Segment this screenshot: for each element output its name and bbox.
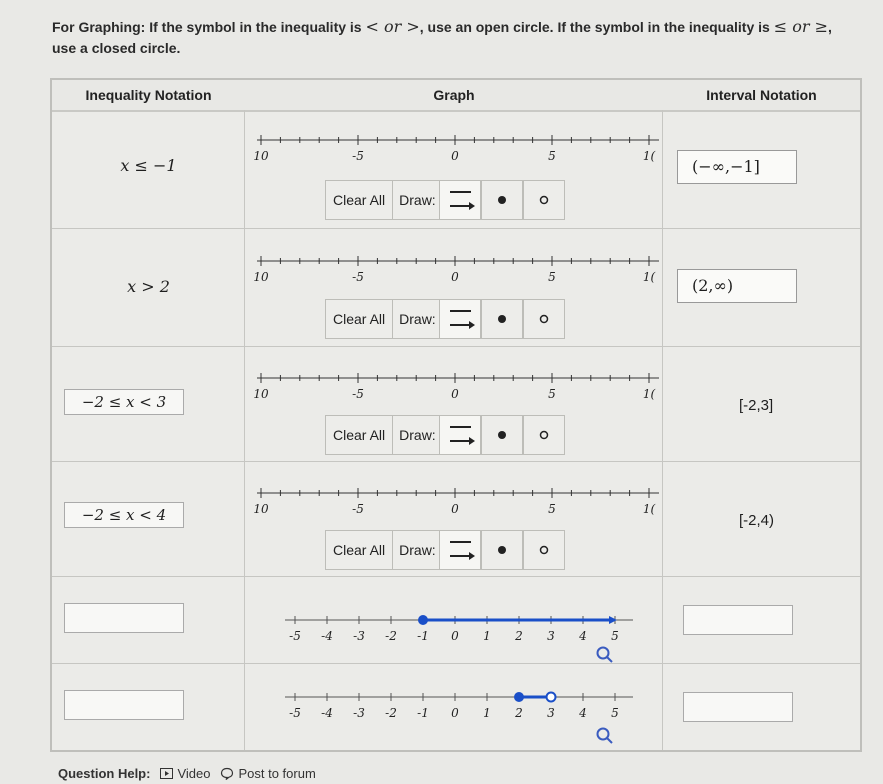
tick-label: -2 — [385, 706, 397, 720]
open-dot[interactable] — [547, 693, 556, 702]
tick-label: -5 — [352, 502, 364, 516]
closed-dot-icon — [482, 416, 522, 454]
interval-input[interactable] — [683, 605, 793, 635]
table-row — [52, 110, 860, 229]
ray-tool-button[interactable] — [439, 415, 481, 455]
tick-label: -4 — [321, 629, 333, 643]
clear-all-button[interactable]: Clear All — [325, 180, 393, 220]
tick-label: 5 — [548, 387, 556, 401]
closed-dot-tool-button[interactable] — [481, 180, 523, 220]
tick-label: 5 — [611, 629, 619, 643]
tick-label: 1( — [642, 149, 656, 163]
open-dot-icon — [524, 300, 564, 338]
interval-cell — [663, 110, 860, 228]
tick-label: -5 — [352, 270, 364, 284]
tick-label: -3 — [353, 629, 365, 643]
number-line[interactable] — [245, 462, 663, 524]
inequality-input[interactable] — [64, 690, 184, 720]
number-line[interactable] — [245, 229, 663, 291]
tick-label: 10 — [253, 149, 269, 163]
tick-label: 5 — [548, 149, 556, 163]
ray-icon — [440, 416, 480, 454]
draw-toolbar — [325, 530, 565, 570]
open-dot-tool-button[interactable] — [523, 180, 565, 220]
graph-cell — [245, 462, 663, 576]
instructions — [52, 16, 852, 59]
closed-dot[interactable] — [418, 615, 428, 625]
ray-icon — [440, 181, 480, 219]
tick-label: 1( — [642, 270, 656, 284]
ray-icon — [440, 300, 480, 338]
tick-label: 0 — [451, 502, 459, 516]
inequality-input[interactable] — [64, 603, 184, 633]
tick-label: -1 — [417, 706, 429, 720]
interval-text: [-2,4) — [739, 512, 775, 529]
tick-label: 5 — [611, 706, 619, 720]
tick-label: 1( — [642, 502, 656, 516]
closed-dot-tool-button[interactable] — [481, 299, 523, 339]
table-row — [52, 229, 860, 347]
table-row — [52, 577, 860, 664]
tick-label: -5 — [289, 629, 301, 643]
closed-dot-tool-button[interactable] — [481, 415, 523, 455]
inequality-cell — [52, 347, 245, 461]
forum-label: Post to forum — [238, 766, 316, 781]
tick-label: 0 — [451, 149, 459, 163]
draw-label: Draw: — [393, 180, 439, 220]
video-link[interactable] — [160, 766, 210, 781]
tick-label: 3 — [547, 629, 555, 643]
draw-toolbar — [325, 415, 565, 455]
tick-label: 10 — [253, 387, 269, 401]
open-dot-tool-button[interactable] — [523, 299, 565, 339]
draw-toolbar — [325, 180, 565, 220]
interval-input[interactable]: (2,∞) — [677, 269, 797, 303]
instructions-symbol-open: < or > — [365, 17, 420, 36]
ray-tool-button[interactable] — [439, 299, 481, 339]
zoom-icon[interactable] — [593, 726, 619, 750]
table-row — [52, 462, 860, 577]
graph-cell — [245, 664, 663, 750]
inequality-cell — [52, 462, 245, 576]
open-dot-tool-button[interactable] — [523, 530, 565, 570]
ray-icon — [440, 531, 480, 569]
interval-text: [-2,3] — [739, 397, 774, 414]
speech-bubble-icon — [220, 767, 234, 780]
number-line[interactable] — [245, 347, 663, 409]
ray-arrowhead — [609, 616, 617, 624]
video-icon — [160, 768, 173, 779]
open-dot-icon — [524, 416, 564, 454]
open-dot-icon — [524, 531, 564, 569]
tick-label: 2 — [515, 629, 523, 643]
table-row — [52, 347, 860, 462]
table-row — [52, 664, 860, 750]
header-inequality: Inequality Notation — [52, 80, 246, 112]
ray-tool-button[interactable] — [439, 180, 481, 220]
interval-input[interactable] — [683, 692, 793, 722]
clear-all-button[interactable]: Clear All — [325, 530, 393, 570]
question-help-label: Question Help: — [58, 766, 151, 781]
closed-dot-tool-button[interactable] — [481, 530, 523, 570]
graph-cell — [245, 110, 663, 228]
graph-cell — [245, 577, 663, 663]
closed-dot[interactable] — [514, 692, 524, 702]
draw-toolbar — [325, 299, 565, 339]
instructions-text-3: , use a closed circle. — [52, 19, 832, 56]
clear-all-button[interactable]: Clear All — [325, 299, 393, 339]
inequality-text: x > 2 — [127, 277, 170, 296]
tick-label: 4 — [579, 706, 587, 720]
ray-tool-button[interactable] — [439, 530, 481, 570]
instructions-text-2: , use an open circle. If the symbol in the inequality is — [419, 19, 774, 35]
closed-dot-icon — [482, 300, 522, 338]
post-to-forum-link[interactable] — [220, 766, 315, 781]
footer — [58, 766, 316, 781]
interval-cell — [663, 347, 860, 461]
closed-dot-icon — [482, 181, 522, 219]
tick-label: 1 — [483, 706, 491, 720]
draw-label: Draw: — [393, 299, 439, 339]
graph-cell — [245, 347, 663, 461]
number-line[interactable] — [245, 110, 663, 172]
tick-label: 5 — [548, 502, 556, 516]
video-label: Video — [177, 766, 211, 781]
graph-cell — [245, 229, 663, 346]
tick-label: -5 — [352, 149, 364, 163]
tick-label: -2 — [385, 629, 397, 643]
open-dot-icon — [524, 181, 564, 219]
tick-label: -5 — [352, 387, 364, 401]
inequality-cell — [52, 229, 245, 346]
header-interval: Interval Notation — [663, 80, 860, 112]
instructions-symbol-closed: ≤ or ≥ — [773, 17, 828, 36]
interval-cell — [663, 462, 860, 576]
draw-label: Draw: — [393, 530, 439, 570]
answer-table — [50, 78, 862, 752]
interval-cell — [663, 229, 860, 346]
interval-cell — [663, 664, 860, 750]
tick-label: 4 — [579, 629, 587, 643]
tick-label: 10 — [253, 502, 269, 516]
inequality-cell — [52, 664, 245, 750]
tick-label: -1 — [417, 629, 429, 643]
tick-label: 0 — [451, 629, 459, 643]
instructions-text-1: For Graphing: If the symbol in the inequality is — [52, 19, 366, 35]
tick-label: -3 — [353, 706, 365, 720]
tick-label: 1 — [483, 629, 491, 643]
draw-label: Draw: — [393, 415, 439, 455]
clear-all-button[interactable]: Clear All — [325, 415, 393, 455]
tick-label: 5 — [548, 270, 556, 284]
tick-label: 0 — [451, 706, 459, 720]
inequality-input[interactable]: −2 ≤ x < 3 — [64, 389, 184, 415]
tick-label: 2 — [515, 706, 523, 720]
tick-label: 1( — [642, 387, 656, 401]
open-dot-tool-button[interactable] — [523, 415, 565, 455]
tick-label: 0 — [451, 270, 459, 284]
closed-dot-icon — [482, 531, 522, 569]
inequality-cell — [52, 577, 245, 663]
header-graph: Graph — [245, 80, 664, 112]
inequality-input[interactable]: −2 ≤ x < 4 — [64, 502, 184, 528]
interval-cell — [663, 577, 860, 663]
tick-label: -5 — [289, 706, 301, 720]
tick-label: 10 — [253, 270, 269, 284]
inequality-text: x ≤ −1 — [120, 156, 177, 175]
tick-label: 0 — [451, 387, 459, 401]
tick-label: 3 — [547, 706, 555, 720]
tick-label: -4 — [321, 706, 333, 720]
inequality-cell — [52, 110, 245, 228]
interval-input[interactable]: (−∞,−1] — [677, 150, 797, 184]
